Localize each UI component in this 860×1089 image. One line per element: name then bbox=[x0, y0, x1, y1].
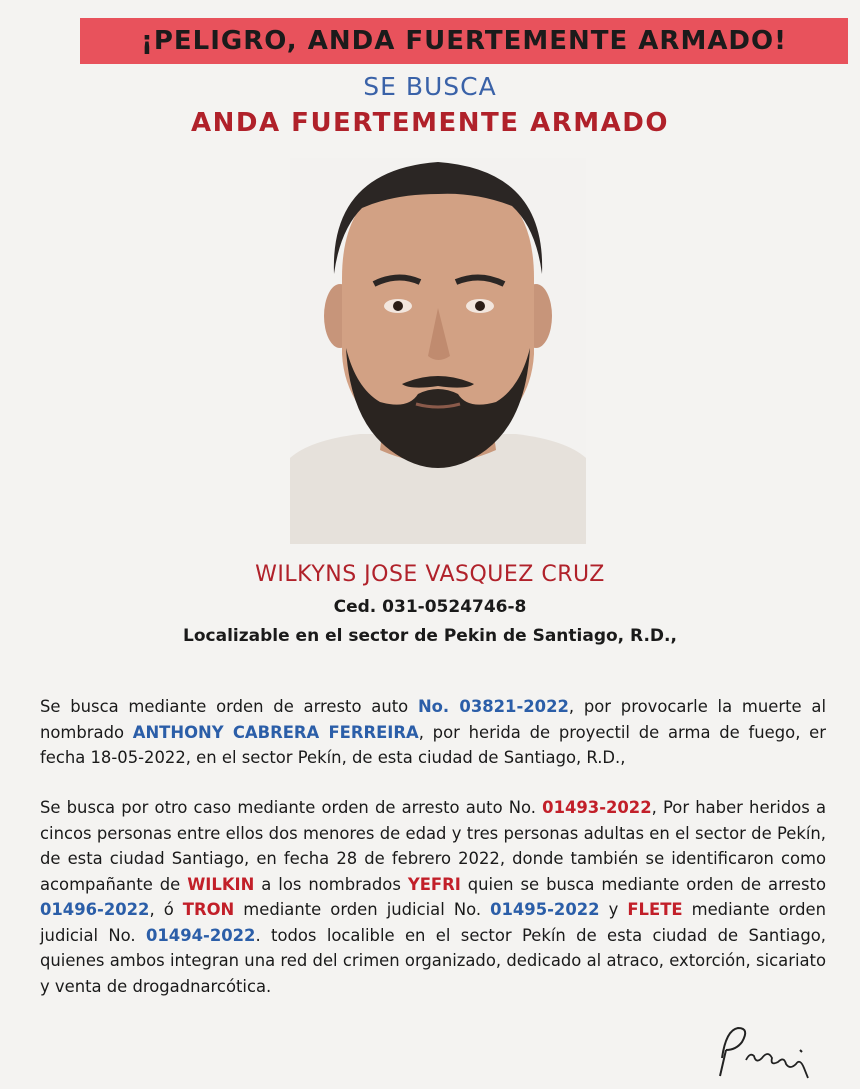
victim-name: ANTHONY CABRERA FERREIRA bbox=[132, 722, 419, 742]
paragraph-arrest-order bbox=[40, 694, 826, 771]
handwritten-signature bbox=[712, 1020, 822, 1082]
text-segment: Se busca por otro caso mediante orden de arresto auto No. bbox=[40, 798, 543, 817]
alias-flete: FLETE bbox=[627, 900, 683, 919]
suspect-photo bbox=[290, 158, 586, 544]
armed-warning-heading: ANDA FUERTEMENTE ARMADO bbox=[191, 108, 669, 138]
alias-tron: TRON bbox=[182, 900, 235, 919]
paragraph-second-case bbox=[40, 795, 826, 999]
text-segment: a los nombrados bbox=[254, 874, 408, 894]
alias-wilkin: WILKIN bbox=[187, 874, 255, 894]
location-line: Localizable en el sector de Pekin de Santiago, R.D., bbox=[183, 626, 677, 646]
text-segment: Se busca mediante orden de arresto auto bbox=[40, 697, 418, 716]
arrest-order-number: No. 03821-2022 bbox=[417, 697, 569, 716]
text-segment: , ó bbox=[149, 900, 183, 919]
text-segment: . todos localible en el sector Pekín de esta ciudad de Santiago, quienes ambos integran una red del crimen organizado, dedicado al atraco, extorción, sicariato y venta de drogadnarcótica. bbox=[40, 925, 826, 996]
text-segment: , por provocarle la muerte al nombrado bbox=[40, 697, 826, 742]
order-number-01493: 01493-2022 bbox=[542, 798, 652, 817]
suspect-name: WILKYNS JOSE VASQUEZ CRUZ bbox=[255, 562, 605, 587]
order-number-01496: 01496-2022 bbox=[40, 900, 150, 919]
danger-banner: ¡PELIGRO, ANDA FUERTEMENTE ARMADO! bbox=[80, 18, 848, 64]
text-segment: y bbox=[599, 900, 628, 919]
text-segment: mediante orden judicial No. bbox=[234, 900, 491, 919]
order-number-01495: 01495-2022 bbox=[490, 900, 600, 919]
text-segment: , Por haber heridos a cincos personas entre ellos dos menores de edad y tres personas adultas en el sector de Pekín, de esta ciudad Santiago, en fecha 28 de febrero 2022, donde también se identificaron como acompañante de bbox=[40, 798, 826, 894]
alias-yefri: YEFRI bbox=[407, 874, 461, 894]
text-segment: mediante orden judicial No. bbox=[40, 900, 826, 945]
order-number-01494: 01494-2022 bbox=[146, 925, 256, 945]
text-segment: , por herida de proyectil de arma de fuego, er fecha 18-05-2022, en el sector Pekín, de esta ciudad de Santiago, R.D., bbox=[40, 722, 826, 767]
id-number: Ced. 031-0524746-8 bbox=[333, 597, 527, 617]
text-segment: quien se busca mediante orden de arresto bbox=[460, 874, 826, 894]
wanted-label: SE BUSCA bbox=[363, 72, 497, 101]
